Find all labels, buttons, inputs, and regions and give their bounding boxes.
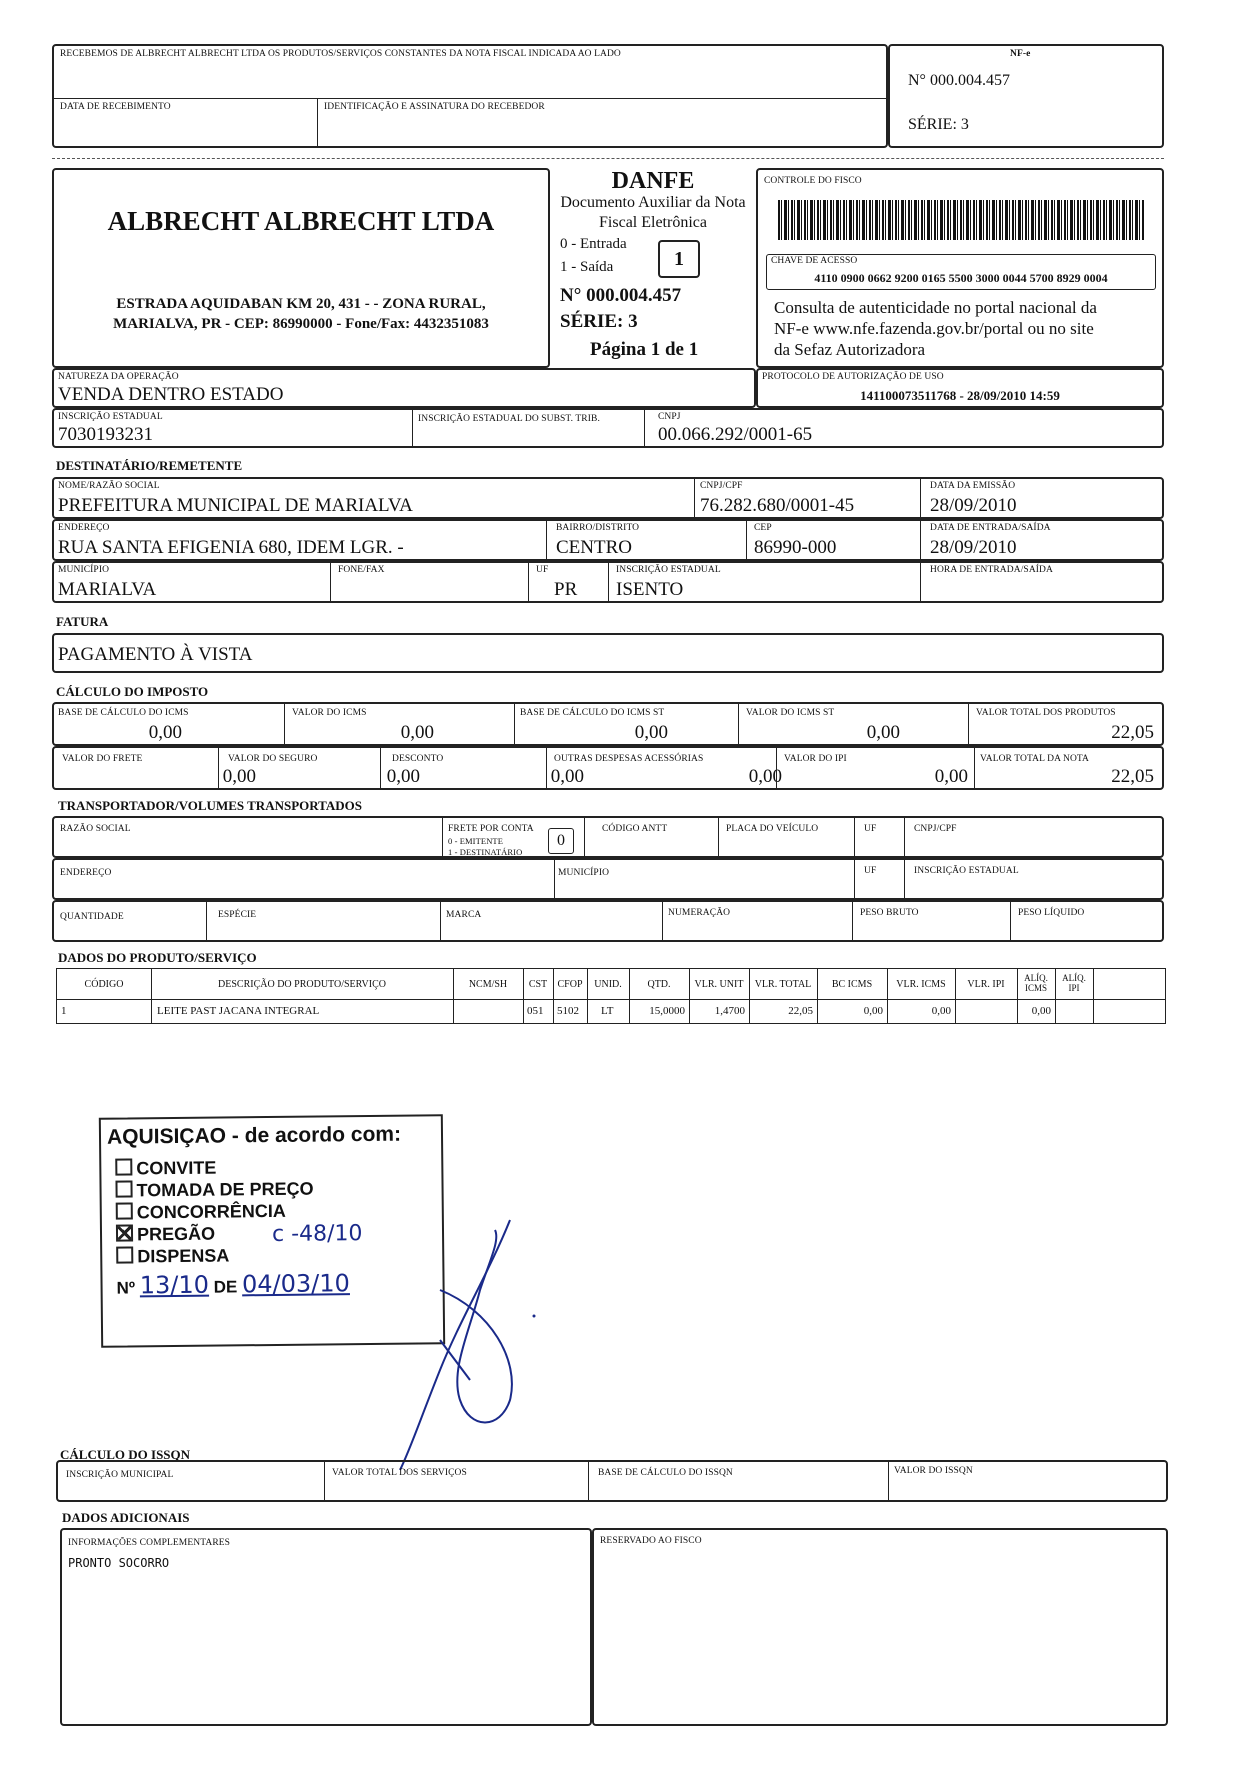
row-icms-value: 0,00 <box>931 1005 951 1017</box>
transport-row-3 <box>52 900 1164 942</box>
tax-row-2 <box>52 746 1164 790</box>
quantity-label: QUANTIDADE <box>60 912 124 922</box>
col-ipi-value: VLR. IPI <box>967 979 1005 990</box>
stamp-de-label: DE <box>213 1277 238 1297</box>
recipient-cnpj: 76.282.680/0001-45 <box>700 495 855 516</box>
fisco-control-label: CONTROLE DO FISCO <box>764 176 862 186</box>
col-icms-value: VLR. ICMS <box>896 979 946 990</box>
col-ncm: NCM/SH <box>468 979 508 990</box>
products-section-title: DADOS DO PRODUTO/SERVIÇO <box>58 950 257 965</box>
issuer-box <box>52 168 550 368</box>
tax-section-title: CÁLCULO DO IMPOSTO <box>56 684 209 699</box>
recipient-ie-label: INSCRIÇÃO ESTADUAL <box>616 565 721 575</box>
checkbox-icon <box>116 1246 133 1263</box>
services-total-label: VALOR TOTAL DOS SERVIÇOS <box>332 1468 467 1478</box>
antt-label: CÓDIGO ANTT <box>602 824 668 834</box>
carrier-name-label: RAZÃO SOCIAL <box>60 824 131 834</box>
row-cfop: 5102 <box>557 1005 579 1017</box>
icms-st-base-label: BASE DE CÁLCULO DO ICMS ST <box>520 708 665 718</box>
invoice-section-title: FATURA <box>56 614 109 629</box>
additional-section-title: DADOS ADICIONAIS <box>62 1510 190 1525</box>
icms-base-value: 0,00 <box>148 722 182 743</box>
barcode <box>778 200 1144 240</box>
species-label: ESPÉCIE <box>218 910 257 920</box>
transport-row-1 <box>52 816 1164 858</box>
recipient-row-3 <box>52 561 1164 603</box>
row-aliq-icms: 0,00 <box>1031 1005 1051 1017</box>
reserved-fisco-label: RESERVADO AO FISCO <box>600 1536 702 1546</box>
carrier-cnpj-label: CNPJ/CPF <box>914 824 957 834</box>
issuer-address-1: ESTRADA AQUIDABAN KM 20, 431 - - ZONA RURAL, <box>116 296 486 312</box>
stamp-annotation: c -48/10 <box>271 1221 363 1247</box>
icms-st-value-label: VALOR DO ICMS ST <box>746 708 835 718</box>
col-aliq-icms: ALÍQ. ICMS <box>1024 973 1048 993</box>
col-bc-icms: BC ICMS <box>831 979 873 990</box>
stamp-option-pregao: PREGÃO <box>116 1222 314 1246</box>
checkbox-icon <box>116 1202 133 1219</box>
invoice-box <box>52 633 1164 673</box>
recipient-row-1 <box>52 477 1164 519</box>
issuer-cnpj-value: 00.066.292/0001-65 <box>658 424 813 445</box>
protocol-label: PROTOCOLO DE AUTORIZAÇÃO DE USO <box>762 372 944 382</box>
col-total-value: VLR. TOTAL <box>754 979 812 990</box>
freight-account-label: FRETE POR CONTA <box>448 824 534 834</box>
issuer-name: ALBRECHT ALBRECHT LTDA <box>107 206 495 236</box>
danfe-saida: 1 - Saída <box>560 259 614 275</box>
ipi-label: VALOR DO IPI <box>784 754 847 764</box>
row-total-value: 22,05 <box>788 1005 813 1017</box>
tax-row-1 <box>52 702 1164 746</box>
issuer-cnpj-label: CNPJ <box>658 412 681 422</box>
signature <box>380 1180 560 1480</box>
row-unit: LT <box>601 1005 614 1017</box>
insurance-value: 0,00 <box>386 766 420 787</box>
row-code: 1 <box>61 1005 67 1017</box>
consulta-line-1: Consulta de autenticidade no portal nacional da <box>774 298 1097 317</box>
recipient-cep: 86990-000 <box>754 537 837 558</box>
danfe-entrada: 0 - Entrada <box>560 236 627 252</box>
products-table <box>56 968 1166 1026</box>
recipient-city: MARIALVA <box>58 579 157 600</box>
checked-checkbox-icon <box>116 1224 133 1241</box>
reserved-fisco-box <box>592 1528 1168 1726</box>
entry-date-label: DATA DE ENTRADA/SAÍDA <box>930 523 1051 533</box>
carrier-city-label: MUNICÍPIO <box>558 868 610 878</box>
state-registration-row <box>52 408 1164 448</box>
stamp-number: 13/10 <box>139 1270 210 1300</box>
issqn-section-title: CÁLCULO DO ISSQN <box>60 1447 191 1462</box>
operation-nature <box>52 368 756 408</box>
net-weight-label: PESO LÍQUIDO <box>1018 908 1085 918</box>
carrier-uf2-label: UF <box>864 866 877 876</box>
stamp-title: AQUISIÇAO - de acordo com: <box>106 1122 402 1149</box>
operation-nature-label: NATUREZA DA OPERAÇÃO <box>58 372 179 382</box>
recipient-address-label: ENDEREÇO <box>58 523 110 533</box>
danfe-subtitle-2: Fiscal Eletrônica <box>599 214 707 231</box>
recipient-name-label: NOME/RAZÃO SOCIAL <box>58 481 160 491</box>
icms-value: 0,00 <box>400 722 434 743</box>
discount-label: DESCONTO <box>392 754 444 764</box>
recipient-cep-label: CEP <box>754 523 772 533</box>
receipt-stub <box>52 44 888 148</box>
checkbox-icon <box>115 1180 132 1197</box>
danfe-type-box: 1 <box>658 240 700 278</box>
row-cst: 051 <box>527 1005 544 1017</box>
access-key-box <box>766 254 1156 290</box>
row-qty: 15,0000 <box>649 1005 685 1017</box>
receipt-date-label: DATA DE RECEBIMENTO <box>60 102 171 112</box>
recipient-uf-label: UF <box>536 565 549 575</box>
receipt-nfe-box <box>888 44 1164 148</box>
col-cfop: CFOP <box>557 979 583 990</box>
col-description: DESCRIÇÃO DO PRODUTO/SERVIÇO <box>218 979 386 990</box>
entry-date: 28/09/2010 <box>930 537 1017 558</box>
invoice-value: PAGAMENTO À VISTA <box>58 644 253 665</box>
danfe-number: N° 000.004.457 <box>560 285 682 306</box>
recipient-phone-label: FONE/FAX <box>338 565 385 575</box>
carrier-ie-label: INSCRIÇÃO ESTADUAL <box>914 866 1019 876</box>
checkbox-icon <box>115 1158 132 1175</box>
col-aliq-ipi: ALÍQ. IPI <box>1062 973 1086 993</box>
emission-date: 28/09/2010 <box>930 495 1017 516</box>
numbering-label: NUMERAÇÃO <box>668 908 731 918</box>
discount-value: 0,00 <box>550 766 584 787</box>
recipient-address: RUA SANTA EFIGENIA 680, IDEM LGR. - <box>58 537 404 558</box>
receiver-id-label: IDENTIFICAÇÃO E ASSINATURA DO RECEBEDOR <box>324 102 545 112</box>
danfe-serie: SÉRIE: 3 <box>560 311 638 332</box>
recipient-cnpj-label: CNPJ/CPF <box>700 481 743 491</box>
nfe-label: NF-e <box>1010 49 1031 59</box>
recipient-district-label: BAIRRO/DISTRITO <box>556 523 640 533</box>
issqn-row <box>56 1460 1168 1502</box>
carrier-uf-label: UF <box>864 824 877 834</box>
transport-section-title: TRANSPORTADOR/VOLUMES TRANSPORTADOS <box>58 798 363 813</box>
transport-row-2 <box>52 858 1164 900</box>
products-total: 22,05 <box>1111 722 1154 743</box>
icms-value-label: VALOR DO ICMS <box>292 708 367 718</box>
plate-label: PLACA DO VEÍCULO <box>726 824 819 834</box>
entry-time-label: HORA DE ENTRADA/SAÍDA <box>930 565 1053 575</box>
danfe-page: Página 1 de 1 <box>590 339 699 360</box>
danfe-subtitle-1: Documento Auxiliar da Nota <box>560 194 746 211</box>
freight-option-0: 0 - EMITENTE <box>448 836 504 846</box>
col-unit: UNID. <box>594 979 622 990</box>
stamp-number-row <box>116 1269 350 1299</box>
receipt-nfe-serie: SÉRIE: 3 <box>908 116 969 133</box>
row-bc-icms: 0,00 <box>863 1005 883 1017</box>
issqn-base-label: BASE DE CÁLCULO DO ISSQN <box>598 1468 733 1478</box>
recipient-uf: PR <box>554 579 578 600</box>
col-code: CÓDIGO <box>84 979 124 990</box>
cut-line <box>52 158 1164 159</box>
receipt-nfe-number: N° 000.004.457 <box>908 72 1010 89</box>
invoice-total: 22,05 <box>1111 766 1154 787</box>
ie-value: 7030193231 <box>58 424 153 445</box>
protocol-value: 141100073511768 - 28/09/2010 14:59 <box>860 388 1060 403</box>
carrier-address-label: ENDEREÇO <box>60 868 112 878</box>
issuer-address-2: MARIALVA, PR - CEP: 86990000 - Fone/Fax: 4432351083 <box>113 316 489 332</box>
municipal-registration-label: INSCRIÇÃO MUNICIPAL <box>66 1470 174 1480</box>
receipt-statement: RECEBEMOS DE ALBRECHT ALBRECHT LTDA OS PRODUTOS/SERVIÇOS CONSTANTES DA NOTA FISCAL INDICADA AO LADO <box>60 49 621 59</box>
complementary-info: PRONTO SOCORRO <box>68 1556 170 1570</box>
issqn-value-label: VALOR DO ISSQN <box>894 1466 973 1476</box>
ie-label: INSCRIÇÃO ESTADUAL <box>58 412 163 422</box>
stamp-option-tomada: TOMADA DE PREÇO <box>115 1178 313 1202</box>
row-unit-value: 1,4700 <box>714 1005 745 1017</box>
stamp-number-label: Nº <box>116 1278 136 1298</box>
other-expenses-label: OUTRAS DESPESAS ACESSÓRIAS <box>554 754 704 764</box>
freight-label: VALOR DO FRETE <box>62 754 143 764</box>
col-unit-value: VLR. UNIT <box>694 979 744 990</box>
freight-option-1: 1 - DESTINATÁRIO <box>448 847 523 857</box>
protocol-box <box>756 368 1164 408</box>
recipient-ie: ISENTO <box>616 579 684 600</box>
row-description: LEITE PAST JACANA INTEGRAL <box>157 1005 320 1017</box>
emission-date-label: DATA DA EMISSÃO <box>930 481 1016 491</box>
consulta-line-2: NF-e www.nfe.fazenda.gov.br/portal ou no site <box>774 319 1094 338</box>
stamp-option-concorrencia: CONCORRÊNCIA <box>116 1200 314 1224</box>
stamp-option-convite: CONVITE <box>115 1156 313 1180</box>
recipient-district: CENTRO <box>556 537 632 558</box>
operation-nature-value: VENDA DENTRO ESTADO <box>58 384 284 405</box>
access-key: 4110 0900 0662 9200 0165 5500 3000 0044 5700 8929 0004 <box>814 271 1108 285</box>
stamp-date: 04/03/10 <box>241 1269 350 1299</box>
col-qty: QTD. <box>647 979 671 990</box>
recipient-section-title: DESTINATÁRIO/REMETENTE <box>56 458 243 473</box>
ie-st-label: INSCRIÇÃO ESTADUAL DO SUBST. TRIB. <box>418 414 600 424</box>
insurance-label: VALOR DO SEGURO <box>228 754 318 764</box>
additional-info-box <box>60 1528 592 1726</box>
icms-base-label: BASE DE CÁLCULO DO ICMS <box>58 708 189 718</box>
icms-st-value: 0,00 <box>866 722 900 743</box>
recipient-name: PREFEITURA MUNICIPAL DE MARIALVA <box>58 495 413 516</box>
ipi-value: 0,00 <box>934 766 968 787</box>
stamp-option-dispensa: DISPENSA <box>116 1244 314 1268</box>
col-cst: CST <box>528 979 548 990</box>
complementary-info-label: INFORMAÇÕES COMPLEMENTARES <box>68 1538 231 1548</box>
brand-label: MARCA <box>446 910 482 920</box>
products-header-row <box>56 968 1166 1000</box>
recipient-row-2 <box>52 519 1164 561</box>
table-row <box>56 1000 1166 1024</box>
invoice-total-label: VALOR TOTAL DA NOTA <box>980 754 1090 764</box>
freight-value: 0 <box>548 828 574 854</box>
freight-value: 0,00 <box>222 766 256 787</box>
icms-st-base-value: 0,00 <box>634 722 668 743</box>
other-expenses-value: 0,00 <box>748 766 782 787</box>
fisco-box <box>756 168 1164 368</box>
gross-weight-label: PESO BRUTO <box>860 908 919 918</box>
consulta-line-3: da Sefaz Autorizadora <box>774 340 926 359</box>
danfe-box <box>550 168 756 368</box>
access-key-label: CHAVE DE ACESSO <box>771 256 858 266</box>
recipient-city-label: MUNICÍPIO <box>58 565 110 575</box>
danfe-title: DANFE <box>611 168 695 194</box>
products-total-label: VALOR TOTAL DOS PRODUTOS <box>976 708 1116 718</box>
